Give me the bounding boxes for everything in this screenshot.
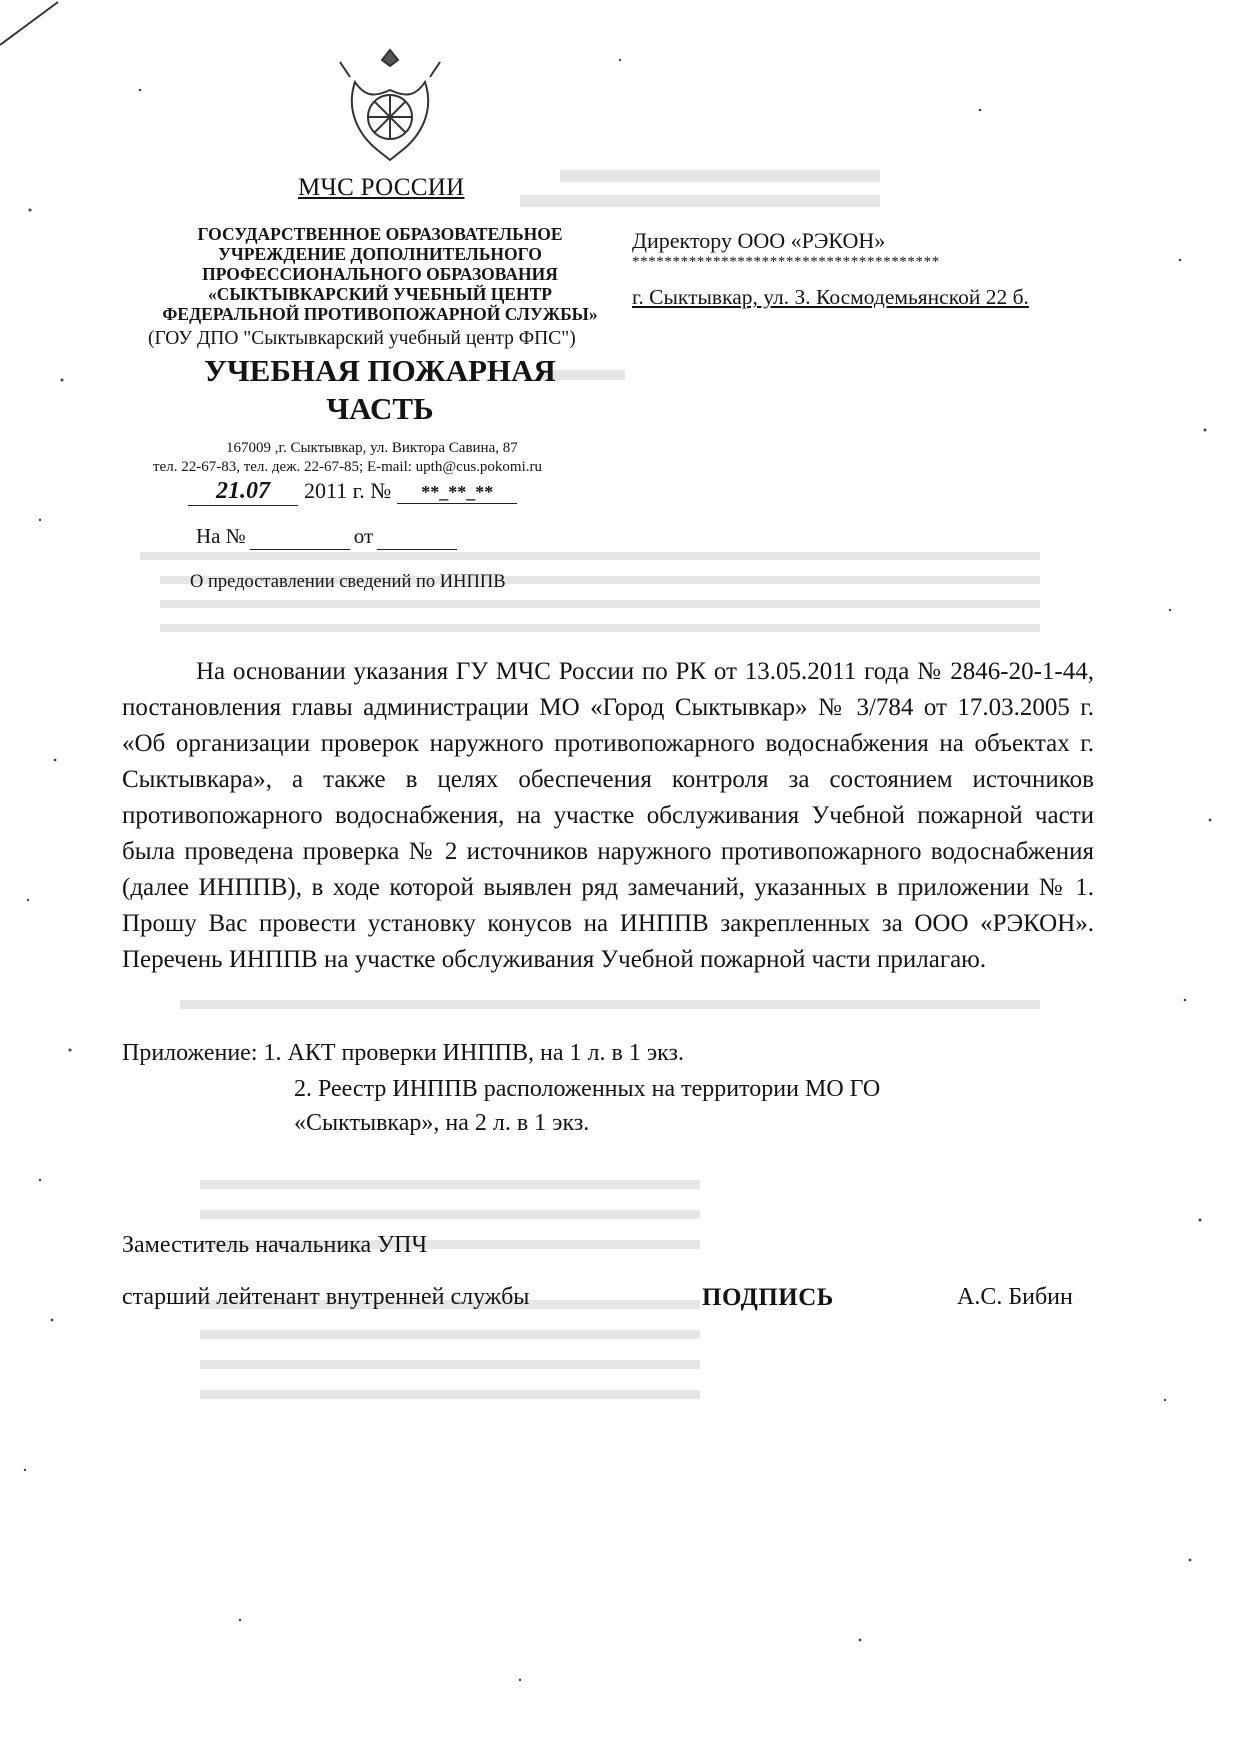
recipient-title: Директору ООО «РЭКОН» <box>632 228 886 253</box>
recipient-address: г. Сыктывкар, ул. З. Космодемьянской 22 б. <box>632 285 1029 309</box>
attachment-line-1: Приложение: 1. АКТ проверки ИНППВ, на 1 л. в 1 экз. <box>122 1040 684 1066</box>
postal-address: 167009 ,г. Сыктывкар, ул. Виктора Савина, 87 <box>226 440 518 456</box>
ministry-name: МЧС РОССИИ <box>298 174 465 201</box>
body-paragraph: На основании указания ГУ МЧС России по РК от 13.05.2011 года № 2846-20-1-44, постановления главы администрации МО «Город Сыктывкар» № 3/784 от 17.03.2005 г. «Об организации проверок наружного противопожарного водоснабжения на объектах г. Сыктывкара», а также в целях обеспечения контроля за состоянием источников противопожарного водоснабжения, на участке обслуживания Учебной пожарной части была проведена проверка № 2 источников наружного противопожарного водоснабжения (далее ИНППВ), в ходе которой выявлен ряд замечаний, указанных в приложении № 1. Прошу Вас провести установку конусов на ИНППВ закрепленных за ООО «РЭКОН». Перечень ИНППВ на участке обслуживания Учебной пожарной части прилагаю. <box>122 658 1094 973</box>
contact-info: тел. 22-67-83, тел. деж. 22-67-85; E-mail: upth@cus.pokomi.ru <box>153 459 542 475</box>
from-label: от <box>353 524 374 548</box>
signer-position: Заместитель начальника УПЧ <box>122 1232 428 1258</box>
letter-subject: О предоставлении сведений по ИНППВ <box>190 572 506 592</box>
registration-number: **_**_** <box>397 482 517 504</box>
unit-name-line2: ЧАСТЬ <box>326 391 434 426</box>
recipient-name-masked: ************************************** <box>632 254 940 270</box>
handwritten-date: 21.07 <box>188 478 298 506</box>
attachment-line-2: 2. Реестр ИНППВ расположенных на территории МО ГО <box>294 1076 881 1102</box>
org-line: ФЕДЕРАЛЬНОЙ ПРОТИВОПОЖАРНОЙ СЛУЖБЫ» <box>162 304 598 324</box>
org-line: ПРОФЕССИОНАЛЬНОГО ОБРАЗОВАНИЯ <box>202 264 558 284</box>
org-line: ГОСУДАРСТВЕННОЕ ОБРАЗОВАТЕЛЬНОЕ <box>197 224 563 244</box>
year-label: 2011 г. № <box>304 478 392 503</box>
in-reply-label: На № <box>196 524 246 548</box>
signer-rank: старший лейтенант внутренней службы <box>122 1284 530 1310</box>
unit-name-line1: УЧЕБНАЯ ПОЖАРНАЯ <box>204 353 556 388</box>
signer-name: А.С. Бибин <box>957 1284 1073 1310</box>
attachment-line-3: «Сыктывкар», на 2 л. в 1 экз. <box>294 1110 590 1136</box>
signature-placeholder: ПОДПИСЬ <box>702 1284 834 1311</box>
organization-short-name: (ГОУ ДПО "Сыктывкарский учебный центр ФПС") <box>148 328 576 349</box>
org-line: «СЫКТЫВКАРСКИЙ УЧЕБНЫЙ ЦЕНТР <box>208 284 552 304</box>
org-line: УЧРЕЖДЕНИЕ ДОПОЛНИТЕЛЬНОГО <box>218 244 542 264</box>
